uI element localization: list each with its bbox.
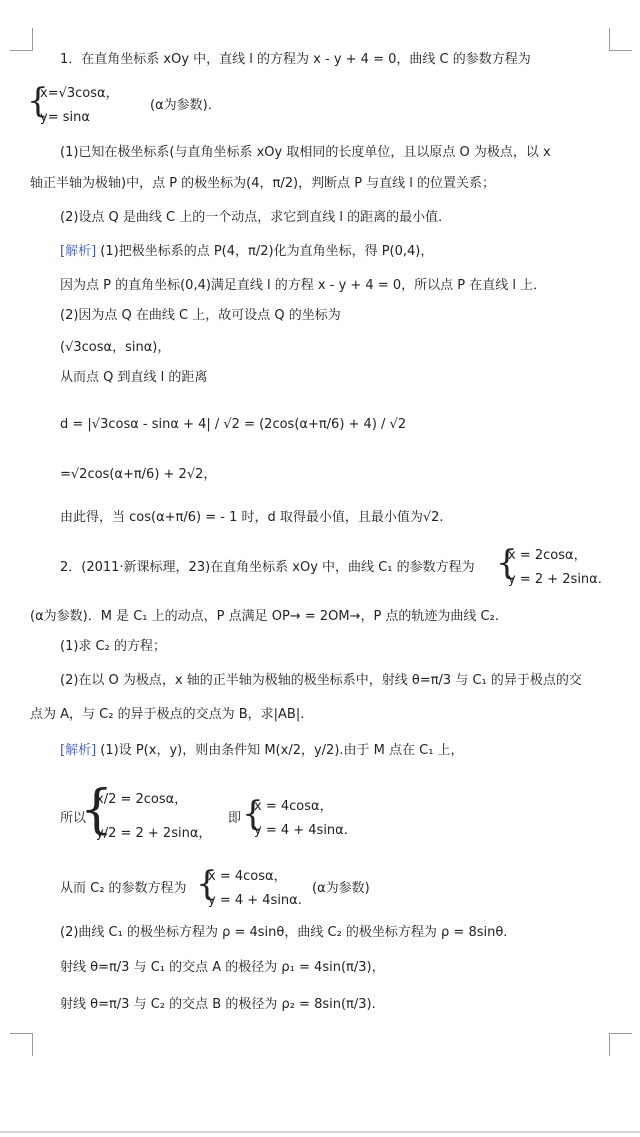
ie-label: 即 <box>228 811 242 826</box>
brace: { <box>80 780 114 840</box>
solution-line: (√3cosα，sinα)， <box>60 340 171 355</box>
question-2-line-1: (2)在以 O 为极点，x 轴的正半轴为极轴的极坐标系中，射线 θ=π/3 与 C₁ 的异于极点的交 <box>60 673 582 688</box>
question-2-line-2: 点为 A，与 C₂ 的异于极点的交点为 B，求|AB|. <box>30 707 305 722</box>
solution-line: 射线 θ=π/3 与 C₂ 的交点 B 的极径为 ρ₂ = 8sin(π/3). <box>60 997 376 1012</box>
page-bottom-rule <box>0 1131 640 1133</box>
param-eq-y: y= sinα <box>40 110 90 125</box>
system-2-eq-2: y = 4 + 4sinα. <box>254 823 348 838</box>
conclusion-line: 由此得，当 cos(α+π/6) = - 1 时，d 取得最小值，且最小值为√2. <box>60 510 444 525</box>
solution-line: 从而 C₂ 的参数方程为 <box>60 881 187 896</box>
question-2: (2)设点 Q 是曲线 C 上的一个动点，求它到直线 l 的距离的最小值． <box>60 210 452 225</box>
corner-mark-top-right <box>609 28 632 51</box>
distance-formula: d = |√3cosα - sinα + 4| / √2 = (2cos(α+π/6) + 4) / √2 <box>60 417 407 432</box>
corner-mark-top-left <box>10 28 33 51</box>
system-2-eq-1: x = 4cosα， <box>254 799 333 814</box>
brace: { <box>242 794 264 834</box>
system-1-eq-1: x/2 = 2cosα， <box>96 792 188 807</box>
solution-line: (2)曲线 C₁ 的极坐标方程为 ρ = 4sinθ，曲线 C₂ 的极坐标方程为 ρ = 8sinθ. <box>60 925 508 940</box>
param-note: (α为参数) <box>312 881 370 896</box>
system-1-eq-2: y/2 = 2 + 2sinα， <box>96 826 212 841</box>
param-eq-y: y = 2 + 2sinα. <box>508 572 602 587</box>
problem-1-stem: 1．在直角坐标系 xOy 中，直线 l 的方程为 x - y + 4 = 0，曲线 C 的参数方程为 <box>60 52 531 67</box>
question-1-line-2: 轴正半轴为极轴)中，点 P 的极坐标为(4，π/2)，判断点 P 与直线 l 的位置关系； <box>30 176 496 191</box>
solution-line: (2)因为点 Q 在曲线 C 上，故可设点 Q 的坐标为 <box>60 308 341 323</box>
solution-line: 从而点 Q 到直线 l 的距离 <box>60 370 208 385</box>
analysis-1 <box>60 242 433 262</box>
brace: { <box>496 543 518 583</box>
analysis-2 <box>60 741 464 761</box>
so-label: 所以 <box>60 811 87 826</box>
corner-mark-bottom-right <box>609 1033 632 1056</box>
analysis-tag: [解析] <box>60 244 97 259</box>
param-eq-x: x = 2cosα， <box>508 548 587 563</box>
analysis-tag: [解析] <box>60 743 97 758</box>
system-3-eq-2: y = 4 + 4sinα. <box>208 893 302 908</box>
param-note: (α为参数)． <box>150 98 221 113</box>
problem-2-stem: 2．(2011·新课标理，23)在直角坐标系 xOy 中，曲线 C₁ 的参数方程为 <box>60 560 475 575</box>
corner-mark-bottom-left <box>10 1033 33 1056</box>
param-eq-x: x=√3cosα， <box>40 86 119 101</box>
brace: { <box>196 864 218 904</box>
solution-line: 因为点 P 的直角坐标(0,4)满足直线 l 的方程 x - y + 4 = 0，所以点 P 在直线 l 上． <box>60 278 547 293</box>
solution-line: (1)把极坐标系的点 P(4，π/2)化为直角坐标，得 P(0,4)， <box>100 244 434 259</box>
question-1: (1)求 C₂ 的方程； <box>60 639 166 654</box>
solution-line: (1)设 P(x，y)，则由条件知 M(x/2，y/2).由于 M 点在 C₁ 上， <box>100 743 464 758</box>
system-3-eq-1: x = 4cosα， <box>208 869 287 884</box>
solution-line: 射线 θ=π/3 与 C₁ 的交点 A 的极径为 ρ₁ = 4sin(π/3)， <box>60 960 385 975</box>
brace: { <box>27 81 49 121</box>
question-1-line-1: (1)已知在极坐标系(与直角坐标系 xOy 取相同的长度单位，且以原点 O 为极点，以 x <box>60 145 551 160</box>
distance-simplified: =√2cos(α+π/6) + 2√2， <box>60 467 217 482</box>
condition-line: (α为参数)．M 是 C₁ 上的动点，P 点满足 OP→ = 2OM→，P 点的轨迹为曲线 C₂. <box>30 609 499 624</box>
